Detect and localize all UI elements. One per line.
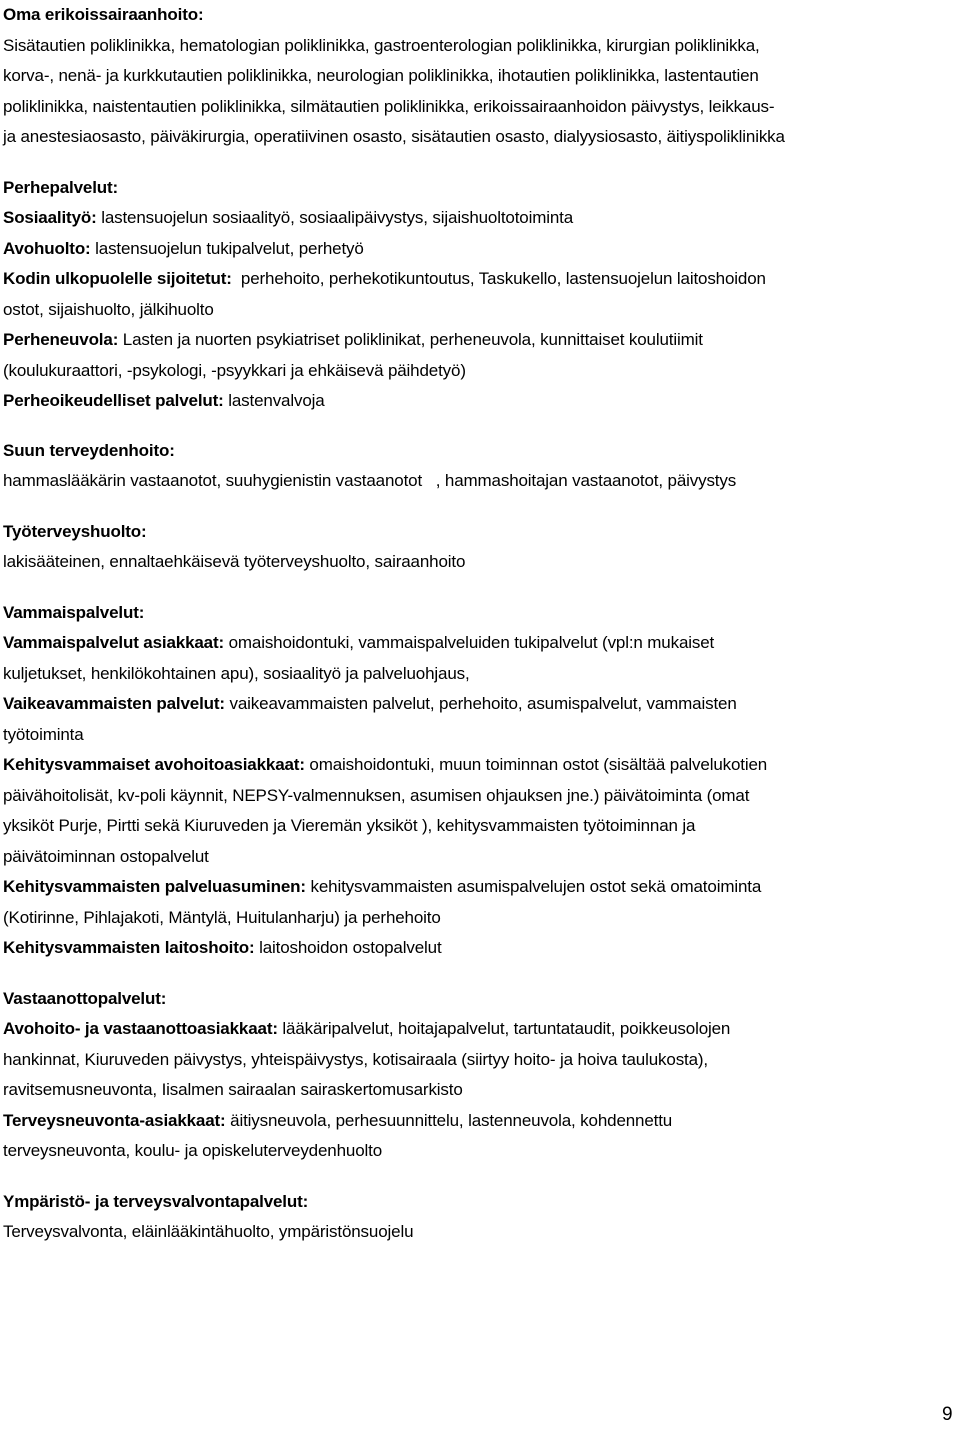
entry-text: lääkäripalvelut, hoitajapalvelut, tartuntataudit, poikkeusolojen (277, 1019, 731, 1038)
entry-kehitysvammaiset-avohoito (3, 750, 953, 781)
entry-perheoikeudelliset (3, 386, 953, 417)
entry-text: omaishoidontuki, vammaispalveluiden tukipalvelut (vpl:n mukaiset (224, 633, 715, 652)
spacer (3, 497, 953, 517)
entry-avohuolto (3, 234, 953, 265)
entry-label: Perheneuvola: (3, 330, 119, 349)
paragraph-line: hammaslääkärin vastaanotot, suuhygienistin vastaanotot , hammashoitajan vastaanotot, päivystys (3, 471, 737, 490)
entry-continuation: (Kotirinne, Pihlajakoti, Mäntylä, Huitulanharju) ja perhehoito (3, 907, 441, 927)
entry-sosiaalityo (3, 203, 953, 234)
entry-label: Terveysneuvonta-asiakkaat: (3, 1110, 226, 1130)
entry-label: Kehitysvammaiset avohoitoasiakkaat: (3, 755, 305, 774)
entry-vaikeavammaisten (3, 689, 953, 720)
entry-vammaispalvelut-asiakkaat (3, 628, 953, 659)
spacer (3, 153, 953, 173)
entry-continuation: (koulukuraattori, -psykologi, -psyykkari ja ehkäisevä päihdetyö) (3, 360, 466, 380)
entry-kehitysvammaisten-laitoshoito (3, 933, 953, 964)
paragraph-line: Sisätautien poliklinikka, hematologian poliklinikka, gastroenterologian poliklinikka, kirurgian poliklinikka, (3, 35, 760, 55)
entry-continuation: ostot, sijaishuolto, jälkihuolto (3, 299, 214, 319)
section-heading-erikoissairaanhoito: Oma erikoissairaanhoito: (3, 5, 204, 24)
entry-continuation: päivätoiminnan ostopalvelut (3, 846, 209, 866)
entry-text: äitiysneuvola, perhesuunnittelu, lastenneuvola, kohdennettu (225, 1110, 673, 1130)
spacer (3, 1167, 953, 1187)
entry-text: vaikeavammaisten palvelut, perhehoito, asumispalvelut, vammaisten (224, 694, 737, 713)
entry-text: lastenvalvoja (223, 391, 325, 410)
entry-avohoito (3, 1014, 953, 1045)
entry-label: Kodin ulkopuolelle sijoitetut: (3, 269, 232, 288)
entry-label: Kehitysvammaisten palveluasuminen: (3, 877, 306, 896)
paragraph-line: poliklinikka, naistentautien poliklinikka, silmätautien poliklinikka, erikoissairaanhoidon päivystys, leikkaus- (3, 96, 775, 116)
entry-text: laitoshoidon ostopalvelut (254, 938, 442, 957)
entry-label: Avohoito- ja vastaanottoasiakkaat: (3, 1019, 278, 1038)
entry-label: Avohuolto: (3, 238, 91, 258)
entry-continuation: kuljetukset, henkilökohtainen apu), sosiaalityö ja palveluohjaus, (3, 663, 470, 683)
entry-continuation: ravitsemusneuvonta, Iisalmen sairaalan sairaskertomusarkisto (3, 1080, 463, 1099)
section-heading-perhepalvelut: Perhepalvelut: (3, 177, 119, 197)
entry-terveysneuvonta (3, 1106, 953, 1137)
page-number: 9 (942, 1404, 953, 1425)
document-page (3, 0, 953, 1248)
spacer (3, 417, 953, 436)
paragraph-line: Terveysvalvonta, eläinlääkintähuolto, ympäristönsuojelu (3, 1222, 414, 1241)
entry-text: Lasten ja nuorten psykiatriset poliklinikat, perheneuvola, kunnittaiset koulutiimit (118, 330, 703, 349)
entry-text: perhehoito, perhekotikuntoutus, Taskukello, lastensuojelun laitoshoidon (231, 269, 766, 288)
section-heading-vastaanottopalvelut: Vastaanottopalvelut: (3, 988, 167, 1008)
entry-kehitysvammaisten-asuminen (3, 872, 953, 903)
paragraph-line: ja anestesiaosasto, päiväkirurgia, operatiivinen osasto, sisätautien osasto, dialyysiosasto, äitiyspoliklinikka (3, 127, 785, 146)
entry-text: lastensuojelun tukipalvelut, perhetyö (90, 238, 364, 258)
section-heading-tyoterveyshuolto: Työterveyshuolto: (3, 521, 147, 541)
section-heading-ymparisto: Ympäristö- ja terveysvalvontapalvelut: (3, 1191, 309, 1211)
paragraph-line: lakisääteinen, ennaltaehkäisevä työterveyshuolto, sairaanhoito (3, 552, 466, 571)
entry-text: omaishoidontuki, muun toiminnan ostot (sisältää palvelukotien (304, 755, 768, 774)
spacer (3, 964, 953, 984)
entry-continuation: päivähoitolisät, kv-poli käynnit, NEPSY-valmennuksen, asumisen ohjauksen jne.) päivätoiminta (omat (3, 785, 750, 805)
entry-label: Vammaispalvelut asiakkaat: (3, 633, 225, 652)
entry-label: Kehitysvammaisten laitoshoito: (3, 938, 255, 957)
entry-label: Vaikeavammaisten palvelut: (3, 694, 225, 713)
entry-continuation: työtoiminta (3, 724, 84, 744)
entry-continuation: terveysneuvonta, koulu- ja opiskeluterveydenhuolto (3, 1141, 383, 1160)
entry-kodin-ulkopuolelle (3, 264, 953, 295)
entry-label: Perheoikeudelliset palvelut: (3, 391, 224, 410)
entry-continuation: yksiköt Purje, Pirtti sekä Kiuruveden ja Vieremän yksiköt ), kehitysvammaisten työtoiminnan ja (3, 816, 696, 835)
section-heading-vammaispalvelut: Vammaispalvelut: (3, 602, 145, 622)
paragraph-line: korva-, nenä- ja kurkkutautien poliklinikka, neurologian poliklinikka, ihotautien poliklinikka, lastentautien (3, 66, 759, 85)
entry-perheneuvola (3, 325, 953, 356)
entry-text: lastensuojelun sosiaalityö, sosiaalipäivystys, sijaishuoltotoiminta (96, 208, 574, 227)
section-heading-suun-terveydenhoito: Suun terveydenhoito: (3, 440, 175, 460)
entry-continuation: hankinnat, Kiuruveden päivystys, yhteispäivystys, kotisairaala (siirtyy hoito- ja hoiva taulukosta), (3, 1049, 709, 1069)
entry-text: kehitysvammaisten asumispalvelujen ostot sekä omatoiminta (305, 877, 762, 896)
entry-label: Sosiaalityö: (3, 208, 97, 227)
spacer (3, 578, 953, 598)
